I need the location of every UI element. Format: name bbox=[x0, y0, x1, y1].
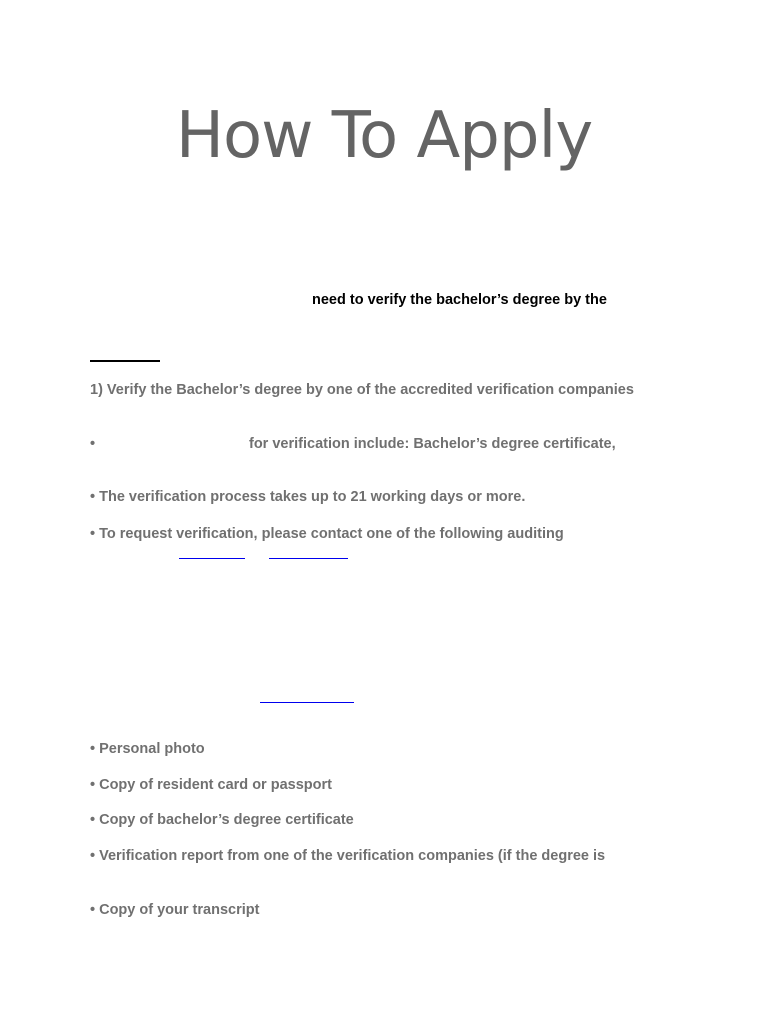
intro-fragment: need to verify the bachelor’s degree by the bbox=[312, 292, 607, 308]
request-verification-bullet: • To request verification, please contact one of the following auditing bbox=[90, 526, 564, 542]
doc-item-transcript: • Copy of your transcript bbox=[90, 902, 260, 918]
doc-item-degree: • Copy of bachelor’s degree certificate bbox=[90, 812, 354, 828]
doc-item-photo: • Personal photo bbox=[90, 741, 205, 757]
auditing-company-link-2[interactable] bbox=[269, 558, 348, 559]
section-heading-underline bbox=[90, 360, 160, 362]
process-time-bullet: • The verification process takes up to 21 working days or more. bbox=[90, 489, 526, 505]
step-1-text: 1) Verify the Bachelor’s degree by one of the accredited verification companies bbox=[90, 382, 634, 398]
verification-docs-text: for verification include: Bachelor’s degree certificate, bbox=[249, 436, 616, 452]
auditing-company-link-1[interactable] bbox=[179, 558, 245, 559]
doc-item-verification-report: • Verification report from one of the verification companies (if the degree is bbox=[90, 848, 606, 864]
page-title: How To Apply bbox=[175, 99, 593, 173]
doc-item-id: • Copy of resident card or passport bbox=[90, 777, 332, 793]
application-link[interactable] bbox=[260, 702, 354, 703]
bullet-marker: • bbox=[90, 436, 96, 452]
